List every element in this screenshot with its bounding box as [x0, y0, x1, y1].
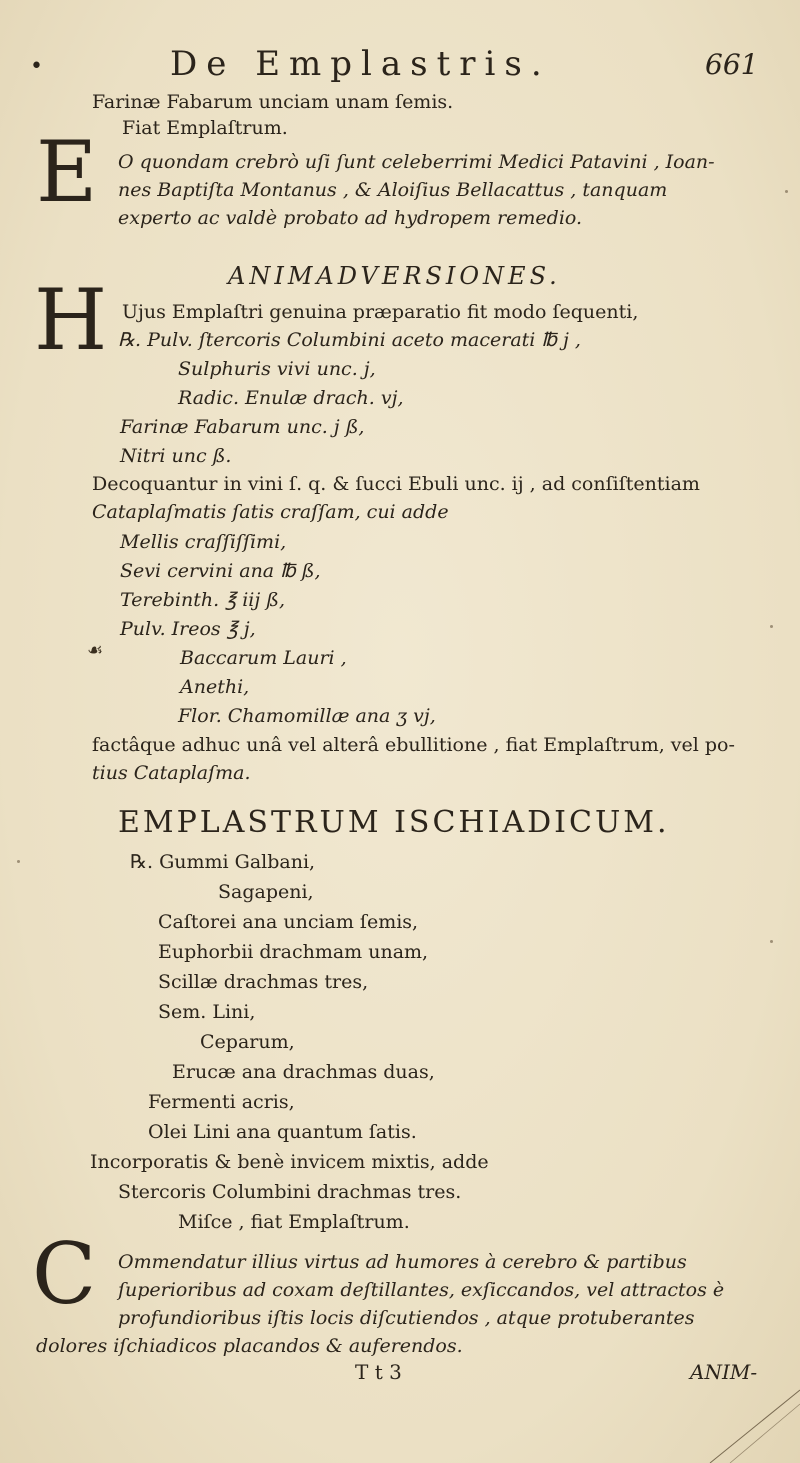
paper-speck [770, 940, 773, 943]
catchword: ANIM- [690, 1360, 758, 1384]
text-line: Nitri unc ß. [120, 445, 232, 467]
text-line: Decoquantur in vini ſ. q. & ſucci Ebuli unc. ij , ad conſiſtentiam [92, 473, 700, 495]
text-line: Farinæ Fabarum unc. j ß, [120, 416, 365, 438]
text-line: experto ac valdè probato ad hydropem remedio. [118, 207, 583, 229]
text-line: Sagapeni, [218, 881, 314, 903]
text-line: Terebinth. ℥ iij ß, [120, 589, 286, 611]
text-line: Flor. Chamomillæ ana ʒ vj, [178, 705, 436, 727]
text-line: Sulphuris vivi unc. j, [178, 358, 376, 380]
running-header [0, 40, 800, 90]
page-corner-fold [690, 1380, 800, 1463]
hand-ornament-icon: ☙ [87, 640, 104, 661]
text-line: Incorporatis & benè invicem mixtis, adde [90, 1151, 489, 1173]
text-line: dolores iſchiadicos placandos & auferendos. [36, 1335, 463, 1357]
text-line: Scillæ drachmas tres, [158, 971, 369, 993]
signature-mark: T t 3 [355, 1360, 402, 1384]
header-bullet: • [30, 54, 43, 79]
text-line: Ommendatur illius virtus ad humores à cerebro & partibus [118, 1251, 687, 1273]
drop-cap-c: C [32, 1225, 97, 1323]
text-line: O quondam crebrò uſi ſunt celeberrimi Medici Patavini , Ioan- [118, 151, 715, 173]
text-line: nes Baptiſta Montanus , & Aloiſius Bellacattus , tanquam [118, 179, 668, 201]
text-line: Miſce , fiat Emplaſtrum. [178, 1211, 410, 1233]
page-number: 661 [705, 48, 759, 81]
drop-cap-e: E [36, 123, 98, 221]
animadversiones-heading: ANIMADVERSIONES. [228, 262, 561, 290]
emplastrum-ischiadicum-heading: EMPLASTRUM ISCHIADICUM. [118, 805, 670, 840]
text-line: ℞. Pulv. ſtercoris Columbini aceto macerati ℔ j , [118, 329, 581, 351]
text-line: Erucæ ana drachmas duas, [172, 1061, 435, 1083]
text-line: profundioribus iſtis locis diſcutiendos , atque protuberantes [118, 1307, 695, 1329]
text-line: Sevi cervini ana ℔ ß, [120, 560, 321, 582]
text-line: Anethi, [180, 676, 250, 698]
text-line: factâque adhuc unâ vel alterâ ebullitione , fiat Emplaſtrum, vel po- [92, 734, 735, 756]
paper-speck [785, 190, 788, 193]
text-line: Stercoris Columbini drachmas tres. [118, 1181, 462, 1203]
text-line: Fermenti acris, [148, 1091, 295, 1113]
text-line: ℞. Gummi Galbani, [130, 851, 316, 873]
text-line: Mellis craſſiſſimi, [120, 531, 287, 553]
text-line: Pulv. Ireos ℥ j, [120, 618, 256, 640]
text-line: Sem. Lini, [158, 1001, 256, 1023]
text-line: Fiat Emplaſtrum. [122, 117, 288, 139]
text-line: Farinæ Fabarum unciam unam ſemis. [92, 91, 454, 113]
running-title: De Emplastris. [170, 44, 551, 84]
text-line: Ceparum, [200, 1031, 295, 1053]
text-line: Radic. Enulæ drach. vj, [178, 387, 404, 409]
text-line: Olei Lini ana quantum ſatis. [148, 1121, 417, 1143]
paper-speck [770, 625, 773, 628]
text-line: ſuperioribus ad coxam deſtillantes, exſiccandos, vel attractos è [118, 1279, 725, 1301]
text-line: Ujus Emplaſtri genuina præparatio fit modo ſequenti, [122, 301, 639, 323]
text-line: tius Cataplaſma. [92, 762, 251, 784]
text-line: Baccarum Lauri , [180, 647, 347, 669]
text-line: Caſtorei ana unciam ſemis, [158, 911, 419, 933]
text-line: Cataplaſmatis ſatis craſſam, cui adde [92, 501, 449, 523]
text-line: Euphorbii drachmam unam, [158, 941, 429, 963]
paper-speck [17, 860, 20, 863]
drop-cap-h: H [34, 271, 108, 369]
